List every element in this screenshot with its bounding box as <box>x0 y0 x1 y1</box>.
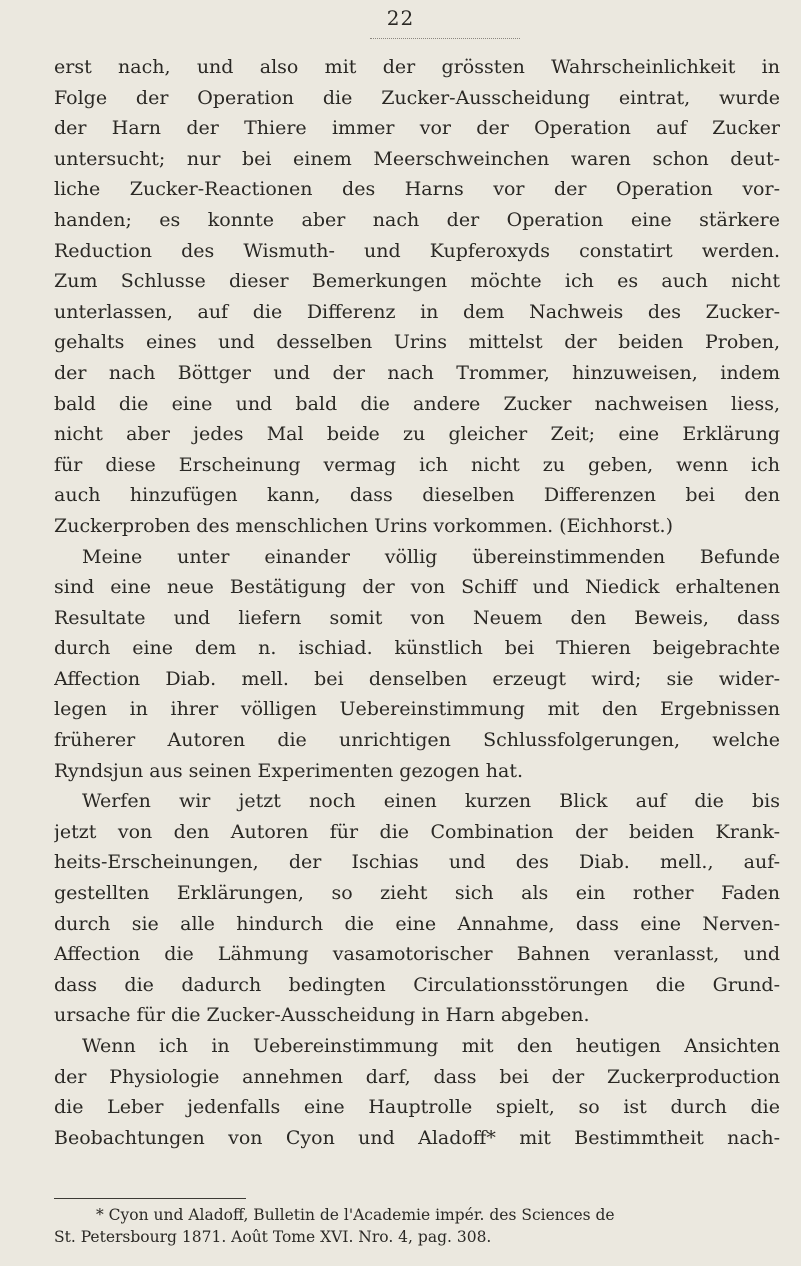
text-line: früherer Autoren die unrichtigen Schlussfolgerungen, welche <box>54 729 780 752</box>
text-line: Affection die Lähmung vasamotorischer Bahnen veranlasst, und <box>54 943 780 966</box>
text-line: heits-Erscheinungen, der Ischias und des Diab. mell., auf- <box>54 851 780 874</box>
text-line: durch eine dem n. ischiad. künstlich bei Thieren beigebrachte <box>54 637 780 660</box>
text-line: Zuckerproben des menschlichen Urins vorkommen. (Eichhorst.) <box>54 514 673 537</box>
text-line: ursache für die Zucker-Ausscheidung in Harn abgeben. <box>54 1004 590 1027</box>
text-line: Reduction des Wismuth- und Kupferoxyds constatirt werden. <box>54 239 780 262</box>
text-line: erst nach, und also mit der grössten Wahrscheinlichkeit in <box>54 56 780 78</box>
text-line: bald die eine und bald die andere Zucker nachweisen liess, <box>54 392 780 415</box>
footnote-line: St. Petersbourg 1871. Août Tome XVI. Nro. 4, pag. 308. <box>54 1228 492 1246</box>
text-line: legen in ihrer völligen Uebereinstimmung mit den Ergebnissen <box>54 698 780 721</box>
text-line: Meine unter einander völlig übereinstimmenden Befunde <box>82 545 780 568</box>
header-ornament-rule <box>370 34 520 39</box>
text-line: Affection Diab. mell. bei denselben erzeugt wird; sie wider- <box>54 667 780 690</box>
page-number: 22 <box>386 6 415 30</box>
footnote <box>54 1204 780 1248</box>
text-line: auch hinzufügen kann, dass dieselben Differenzen bei den <box>54 484 780 507</box>
text-line: durch sie alle hindurch die eine Annahme, dass eine Nerven- <box>54 912 780 935</box>
text-line: Ryndsjun aus seinen Experimenten gezogen hat. <box>54 759 524 782</box>
text-line: gehalts eines und desselben Urins mittelst der beiden Proben, <box>54 331 780 354</box>
text-line: der Physiologie annehmen darf, dass bei der Zuckerproduction <box>54 1065 780 1088</box>
text-line: unterlassen, auf die Differenz in dem Nachweis des Zucker- <box>54 300 780 323</box>
text-line: liche Zucker-Reactionen des Harns vor der Operation vor- <box>54 178 780 201</box>
footnote-line: * Cyon und Aladoff, Bulletin de l'Academie impér. des Sciences de <box>96 1206 615 1224</box>
text-line: Zum Schlusse dieser Bemerkungen möchte ich es auch nicht <box>54 270 780 293</box>
text-line: der nach Böttger und der nach Trommer, hinzuweisen, indem <box>54 361 780 384</box>
text-line: Werfen wir jetzt noch einen kurzen Blick auf die bis <box>82 790 780 813</box>
text-line: für diese Erscheinung vermag ich nicht zu geben, wenn ich <box>54 453 780 476</box>
body-text <box>54 52 780 1153</box>
text-line: nicht aber jedes Mal beide zu gleicher Zeit; eine Erklärung <box>54 423 780 446</box>
text-line: Beobachtungen von Cyon und Aladoff* mit Bestimmtheit nach- <box>54 1126 780 1149</box>
text-line: Folge der Operation die Zucker-Ausscheidung eintrat, wurde <box>54 86 780 109</box>
text-line: die Leber jedenfalls eine Hauptrolle spielt, so ist durch die <box>54 1096 780 1119</box>
text-line: untersucht; nur bei einem Meerschweinchen waren schon deut- <box>54 147 780 170</box>
text-line: der Harn der Thiere immer vor der Operation auf Zucker <box>54 117 780 140</box>
text-line: handen; es konnte aber nach der Operation eine stärkere <box>54 208 780 231</box>
text-line: Resultate und liefern somit von Neuem den Beweis, dass <box>54 606 780 629</box>
text-line: sind eine neue Bestätigung der von Schiff und Niedick erhaltenen <box>54 576 780 599</box>
text-line: dass die dadurch bedingten Circulationsstörungen die Grund- <box>54 973 780 996</box>
text-line: gestellten Erklärungen, so zieht sich als ein rother Faden <box>54 882 780 905</box>
text-line: jetzt von den Autoren für die Combination der beiden Krank- <box>54 820 780 843</box>
footnote-separator <box>54 1198 246 1199</box>
text-line: Wenn ich in Uebereinstimmung mit den heutigen Ansichten <box>82 1035 780 1057</box>
